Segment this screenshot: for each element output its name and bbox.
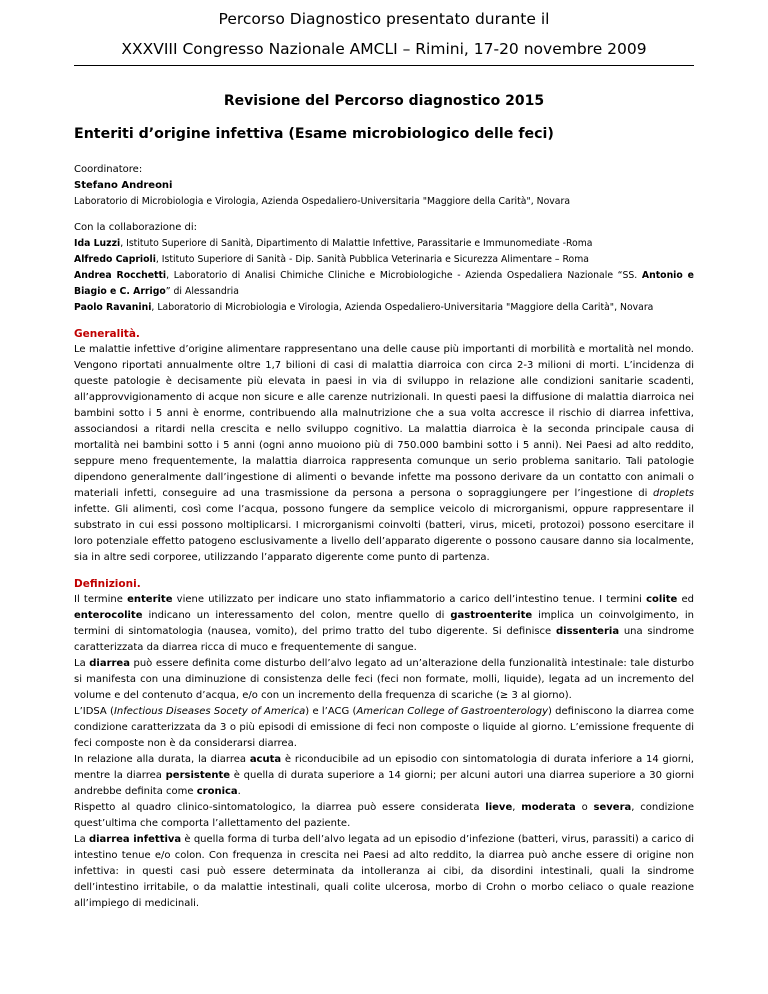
collaborator-affiliation: , Laboratorio di Microbiologia e Virologia, Azienda Ospedaliero-Universitaria "Maggiore della Carità", Novara (151, 302, 654, 313)
collaborator-name: Paolo Ravanini (74, 302, 152, 313)
definizioni-paragraph-2: La diarrea può essere definita come disturbo dell’alvo legato ad un’alterazione della funzionalità intestinale: tale disturbo si manifesta con una diminuzione di consistenza delle feci (feci non formate, molli, liquide), legata ad un incremento del volume e del contenuto d’acqua, e/o con un incremento della frequenza di scariche (≥ 3 al giorno). (74, 658, 694, 701)
collaborator-name: Andrea Rocchetti (74, 270, 167, 281)
collaborator-name: Alfredo Caprioli (74, 254, 156, 265)
collaborator-entry (74, 268, 694, 300)
paragraph-text: Le malattie infettive d’origine alimentare rappresentano una delle cause più importanti di morbilità e mortalità nel mondo. Vengono riportati annualmente oltre 1,7 bilioni di casi di malattia diarroica con circa 2-3 milioni di morti. L’incidenza di queste patologie è decisamente più elevata in paesi in via di sviluppo in relazione alle condizioni sanitarie scadenti, all’approvvigionamento di acque non sicure e alle carenze nutrizionali. In questi paesi la diffusione di malattia diarroica nei bambini sotto i 5 anni è enorme, contribuendo alla malnutrizione che a sua volta accresce il rischio di diarrea infettiva, associandosi a ritardi nella crescita e nello sviluppo cognitivo. La malattia diarroica è la seconda principale causa di mortalità nei bambini sotto i 5 anni (ogni anno muoiono più di 750.000 bambini sotto i 5 anni). Nei Paesi ad alto reddito, seppure meno frequentemente, la malattia diarroica rappresenta comunque un serio problema sanitario. Tali patologie dipendono generalmente dall’ingestione di alimenti o bevande infette ma possono derivare da un contatto con animali o materiali infetti, conseguire ad una trasmissione da persona a persona o sopraggiungere per l’ingestione di (74, 344, 694, 499)
collaborator-entry (74, 236, 694, 252)
collaborator-affiliation: , Istituto Superiore di Sanità - Dip. Sanità Pubblica Veterinaria e Sicurezza Alimentare – Roma (155, 254, 589, 265)
page-header-line2: XXXVIII Congresso Nazionale AMCLI – Rimini, 17-20 novembre 2009 (121, 40, 647, 58)
collaborator-name: Ida Luzzi (74, 238, 121, 249)
collaborators-label: Con la collaborazione di: (74, 222, 198, 233)
document-body (74, 162, 694, 912)
collaborator-entry (74, 300, 694, 316)
document-title: Revisione del Percorso diagnostico 2015 (223, 93, 545, 109)
collaborator-affiliation: , Laboratorio di Analisi Chimiche Cliniche e Microbiologiche - Azienda Ospedaliera Nazionale “SS. (166, 270, 638, 281)
coordinator-affiliation: Laboratorio di Microbiologia e Virologia, Azienda Ospedaliero-Universitaria "Maggiore della Carità", Novara (74, 196, 571, 207)
coordinator-name: Stefano Andreoni (74, 180, 173, 191)
definizioni-paragraph-4: In relazione alla durata, la diarrea acuta è riconducibile ad un episodio con sintomatologia di durata inferiore a 14 giorni, mentre la diarrea persistente è quella di durata superiore a 14 giorni; per alcuni autori una diarrea superiore a 30 giorni andrebbe definita come cronica. (74, 754, 694, 797)
coordinator-label: Coordinatore: (74, 164, 143, 175)
definizioni-paragraph-1: Il termine enterite viene utilizzato per indicare uno stato infiammatorio a carico dell’intestino tenue. I termini colite ed enterocolite indicano un interessamento del colon, mentre quello di gastroenterite implica un coinvolgimento, in termini di sintomatologia (nausea, vomito), del primo tratto del tubo digerente. Si definisce dissenteria una sindrome caratterizzata da diarrea ricca di muco e frequentemente di sangue. (74, 594, 695, 653)
collaborator-name-continued: Antonio e Biagio e C. Arrigo (74, 270, 694, 297)
document-subtitle: Enteriti d’origine infettiva (Esame microbiologico delle feci) (74, 126, 554, 142)
paragraph-italic: droplets (653, 488, 694, 499)
section-heading-generalita: Generalità. (74, 328, 140, 340)
paragraph-text: infette. Gli alimenti, così come l’acqua, possono fungere da semplice veicolo di microrganismi, oppure rappresentare il substrato in cui essi possono moltiplicarsi. I microrganismi coinvolti (batteri, virus, miceti, protozoi) possono esercitare il loro potenziale effetto patogeno esclusivamente a livello dell’apparato digerente o possono causare danno sia localmente, sia in altre sedi corporee, utilizzando l’apparato digerente come punto di partenza. (74, 504, 694, 563)
section-heading-definizioni: Definizioni. (74, 578, 141, 590)
page-header-line1: Percorso Diagnostico presentato durante il (218, 10, 550, 28)
generalita-paragraph (74, 342, 694, 566)
header-divider (74, 65, 694, 66)
definizioni-paragraph-6: La diarrea infettiva è quella forma di turba dell’alvo legata ad un episodio d’infezione (batteri, virus, parassiti) a carico di intestino tenue e/o colon. Con frequenza in crescita nei Paesi ad alto reddito, la diarrea può anche essere di origine non infettiva: in questi casi può essere determinata da intolleranza ai cibi, da disordini intestinali, quali la sindrome dell’intestino irritabile, o da malattie intestinali, quali colite ulcerosa, morbo di Crohn o morbo celiaco o quale reazione all’impiego di medicinali. (74, 834, 694, 909)
definizioni-paragraph-5: Rispetto al quadro clinico-sintomatologico, la diarrea può essere considerata lieve, moderata o severa, condizione quest’ultima che comporta l’allettamento del paziente. (74, 802, 695, 829)
collaborator-affiliation-continued: ” di Alessandria (165, 286, 239, 297)
definizioni-paragraph-3: L’IDSA (Infectious Diseases Socety of America) e l’ACG (American College of Gastroenterology) definiscono la diarrea come condizione caratterizzata da 3 o più episodi di emissione di feci non composte o liquide al giorno. L’emissione frequente di feci composte non è da considerarsi diarrea. (74, 706, 694, 749)
collaborator-affiliation: , Istituto Superiore di Sanità, Dipartimento di Malattie Infettive, Parassitarie e Immunomediate -Roma (120, 238, 593, 249)
collaborator-entry (74, 252, 694, 268)
